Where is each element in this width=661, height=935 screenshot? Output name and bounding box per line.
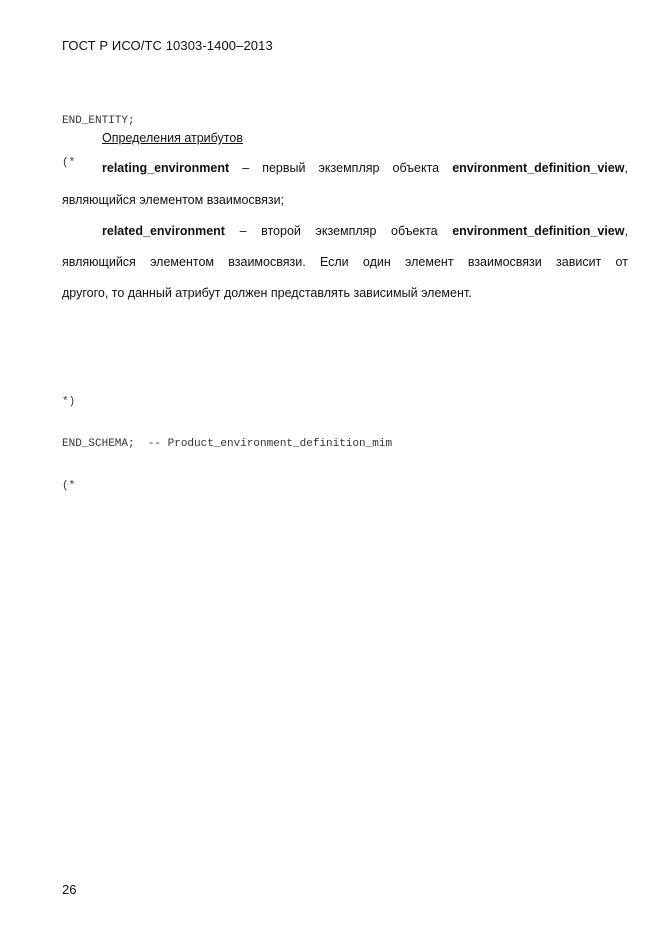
- word: один: [362, 255, 391, 269]
- comma: ,: [624, 224, 628, 238]
- page-number: 26: [62, 882, 77, 897]
- comma: ,: [624, 161, 628, 175]
- ref-environment-definition-view: environment_definition_view: [452, 161, 625, 175]
- code-line: *): [62, 396, 76, 408]
- word: взаимосвязи: [467, 255, 542, 269]
- code-line: (*: [62, 157, 76, 169]
- word: Если: [319, 255, 349, 269]
- code-line: END_ENTITY;: [62, 115, 135, 127]
- term-related-environment: related_environment: [102, 224, 225, 238]
- dash: –: [242, 161, 250, 175]
- word: экземпляр: [318, 161, 380, 175]
- word: элемент: [405, 255, 454, 269]
- word: объекта: [392, 161, 440, 175]
- word: взаимосвязи.: [228, 255, 306, 269]
- code-line: (*: [62, 480, 76, 492]
- para1-line2: являющийся элементом взаимосвязи;: [62, 193, 285, 207]
- word: являющийся: [62, 255, 136, 269]
- para2-line3: другого, то данный атрибут должен представлять зависимый элемент.: [62, 286, 472, 300]
- word: первый: [262, 161, 306, 175]
- code-line: END_SCHEMA; -- Product_environment_definition_mim: [62, 438, 393, 450]
- para1-line1: [62, 159, 628, 177]
- word: объекта: [391, 224, 438, 238]
- term-relating-environment: relating_environment: [102, 161, 230, 175]
- para2-line1: [62, 222, 628, 240]
- word: от: [615, 255, 628, 269]
- word: элементом: [150, 255, 215, 269]
- word: зависит: [556, 255, 602, 269]
- ref-environment-definition-view: environment_definition_view: [452, 224, 625, 238]
- attribute-definitions-heading: Определения атрибутов: [102, 131, 243, 145]
- para2-line2: [62, 253, 628, 271]
- dash: –: [239, 224, 247, 238]
- document-header: ГОСТ Р ИСО/ТС 10303-1400–2013: [62, 38, 273, 53]
- code-block-bottom: [62, 367, 392, 507]
- word: экземпляр: [315, 224, 377, 238]
- word: второй: [261, 224, 301, 238]
